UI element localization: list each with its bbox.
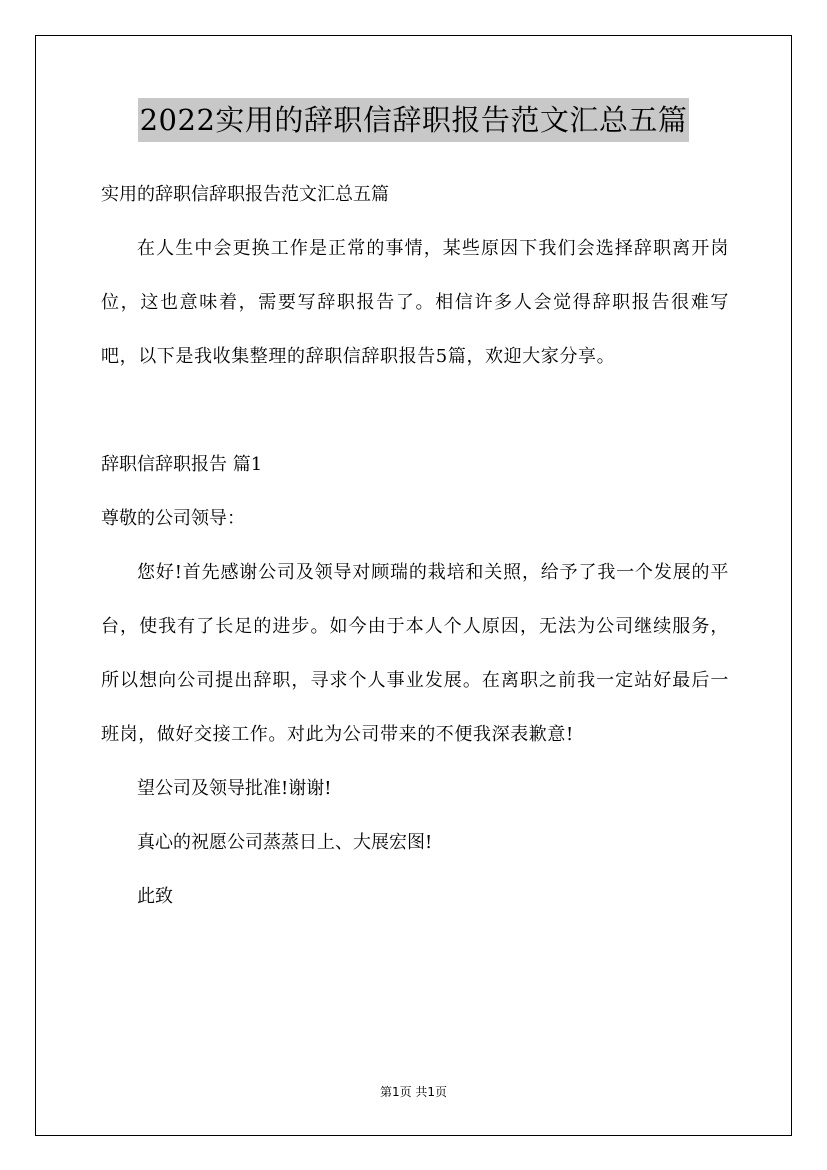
letter-body-paragraph: 您好!首先感谢公司及领导对顾瑞的栽培和关照，给予了我一个发展的平台，使我有了长足的进步。如今由于本人个人原因，无法为公司继续服务，所以想向公司提出辞职，寻求个人事业发展。在离职之前我一定站好最后一班岗，做好交接工作。对此为公司带来的不便我深表歉意! <box>101 562 729 745</box>
salutation: 尊敬的公司领导： <box>101 508 245 529</box>
subtitle: 实用的辞职信辞职报告范文汇总五篇 <box>101 184 389 205</box>
intro-paragraph: 在人生中会更换工作是正常的事情，某些原因下我们会选择辞职离开岗位，这也意味着，需要写辞职报告了。相信许多人会觉得辞职报告很难写吧，以下是我收集整理的辞职信辞职报告5篇，欢迎大家分享。 <box>101 238 729 367</box>
blank-line <box>101 384 729 438</box>
wishes-line: 真心的祝愿公司蒸蒸日上、大展宏图! <box>137 832 433 853</box>
approval-request-line: 望公司及领导批准!谢谢! <box>137 778 332 799</box>
title-container <box>0 98 827 142</box>
page-footer: 第1页 共1页 <box>379 1085 448 1099</box>
document-title: 2022实用的辞职信辞职报告范文汇总五篇 <box>138 98 690 142</box>
closing-line: 此致 <box>137 886 173 907</box>
section-heading: 辞职信辞职报告 篇1 <box>101 454 263 475</box>
document-body <box>101 168 729 924</box>
